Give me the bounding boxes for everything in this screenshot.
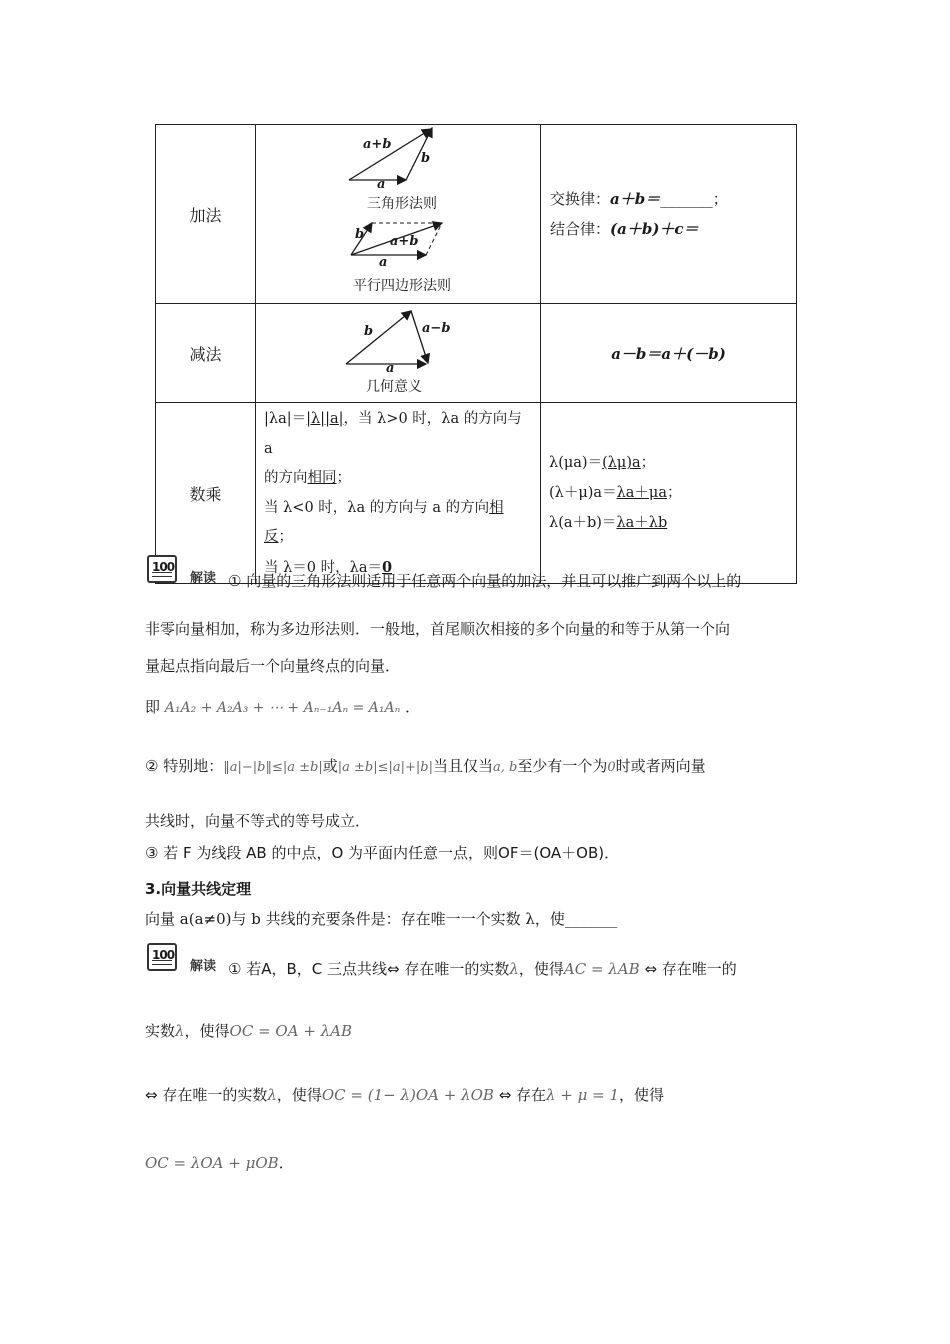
formula-ac-lambda-ab: AC = λAB [563,960,640,978]
inequality-1: ‖a|−|b‖≤|a ±b| [223,760,323,775]
section3-statement: 向量 a(a≠0)与 b 共线的充要条件是：存在唯一一个实数 λ，使_______ [145,910,618,928]
badge-100-icon: 100 [147,943,177,971]
row-label-addition: 加法 [156,125,256,304]
note1-line4: 即 A₁A₂ + A₂A₃ + ⋯ + Aₙ₋₁Aₙ = A₁Aₙ ． [145,698,421,716]
vector-operations-table [155,124,797,584]
addition-figures-cell [256,125,541,304]
caption-geometric-meaning: 几何意义 [366,379,422,395]
note1-line2: 非零向量相加，称为多边形法则．一般地，首尾顺次相接的多个向量的和等于从第一个向 [145,620,731,638]
formula-oc-lambda-mu: OC = λOA + μOB [145,1154,279,1172]
label-a: a [379,255,388,270]
label-b: b [355,227,365,242]
jiedu-label: 解读 [190,571,217,586]
polygon-sum-formula: A₁A₂ + A₂A₃ + ⋯ + Aₙ₋₁Aₙ = A₁Aₙ [164,700,401,716]
row-label-scalar-multiplication: 数乘 [156,403,256,584]
direction-positive: 的方向相同； [264,470,351,486]
collinear-line4: OC = λOA + μOB． [145,1154,294,1172]
label-a-plus-b: a+b [390,234,419,249]
addition-laws-cell [541,125,797,304]
note2-line1: ② 特别地：‖a|−|b‖≤|a ±b|或|a ±b|≤|a|+|b|当且仅当a, b至少有一个为0时或者两向量 [145,757,706,775]
note3-midpoint: ③ 若 F 为线段 AB 的中点，O 为平面内任意一点，则OF＝(OA＋OB)． [145,844,620,862]
commutative-law: 交换律：a＋b＝_______； [550,190,728,208]
note1-line3: 量起点指向最后一个向量终点的向量． [145,657,401,675]
label-b: b [421,151,431,166]
row-label-subtraction: 减法 [156,304,256,403]
scalar-laws-cell [541,403,797,584]
collinear-line2: 实数λ，使得OC = OA + λAB [145,1022,353,1040]
badge-100-icon: 100 [147,555,177,583]
label-a-plus-b: a+b [363,137,392,152]
caption-triangle-rule: 三角形法则 [367,196,437,212]
section3-heading: 3.向量共线定理 [145,880,252,898]
subtraction-rule-cell [541,304,797,403]
zero-case: 当 λ＝0 时，λa＝0 [264,558,393,576]
collinear-line3: ⇔ 存在唯一的实数λ，使得OC = (1− λ)OA + λOB ⇔ 存在λ + μ = 1，使得 [145,1086,665,1104]
magnitude-rule: |λa|＝|λ||a|，当 λ>0 时，λa 的方向与 a [264,411,522,457]
note1-line1: ① 向量的三角形法则适用于任意两个向量的加法，并且可以推广到两个以上的 [228,572,742,590]
subtraction-rule: a－b＝a＋(－b) [611,344,726,363]
scalar-law-3: λ(a＋b)＝λa＋λb [549,515,668,531]
subtraction-figure-cell [256,304,541,403]
label-a: a [386,361,395,376]
direction-negative: 当 λ<0 时，λa 的方向与 a 的方向相 [264,499,504,516]
label-a: a [377,177,386,192]
formula-oc-oa-lambda-ab: OC = OA + λAB [229,1022,353,1040]
jiedu-label: 解读 [190,959,217,974]
inequality-2: |a ±b|≤|a|+|b| [337,760,433,775]
label-b: b [364,324,374,339]
label-a-minus-b: a−b [422,321,451,336]
direction-negative-cont: 反； [264,529,293,545]
scalar-definition-cell [256,403,541,584]
scalar-law-1: λ(μa)＝(λμ)a； [549,455,656,471]
formula-oc-1-lambda: OC = (1− λ)OA + λOB [321,1086,494,1104]
note2-line2: 共线时，向量不等式的等号成立． [145,812,371,830]
collinear-line1: ① 若A，B，C 三点共线⇔ 存在唯一的实数λ，使得AC = λAB ⇔ 存在唯一的 [228,960,737,978]
scalar-law-2: (λ＋μ)a＝λa＋μa； [549,485,682,501]
caption-parallelogram-rule: 平行四边形法则 [353,278,451,294]
associative-law: 结合律：(a＋b)＋c＝ [550,220,699,238]
